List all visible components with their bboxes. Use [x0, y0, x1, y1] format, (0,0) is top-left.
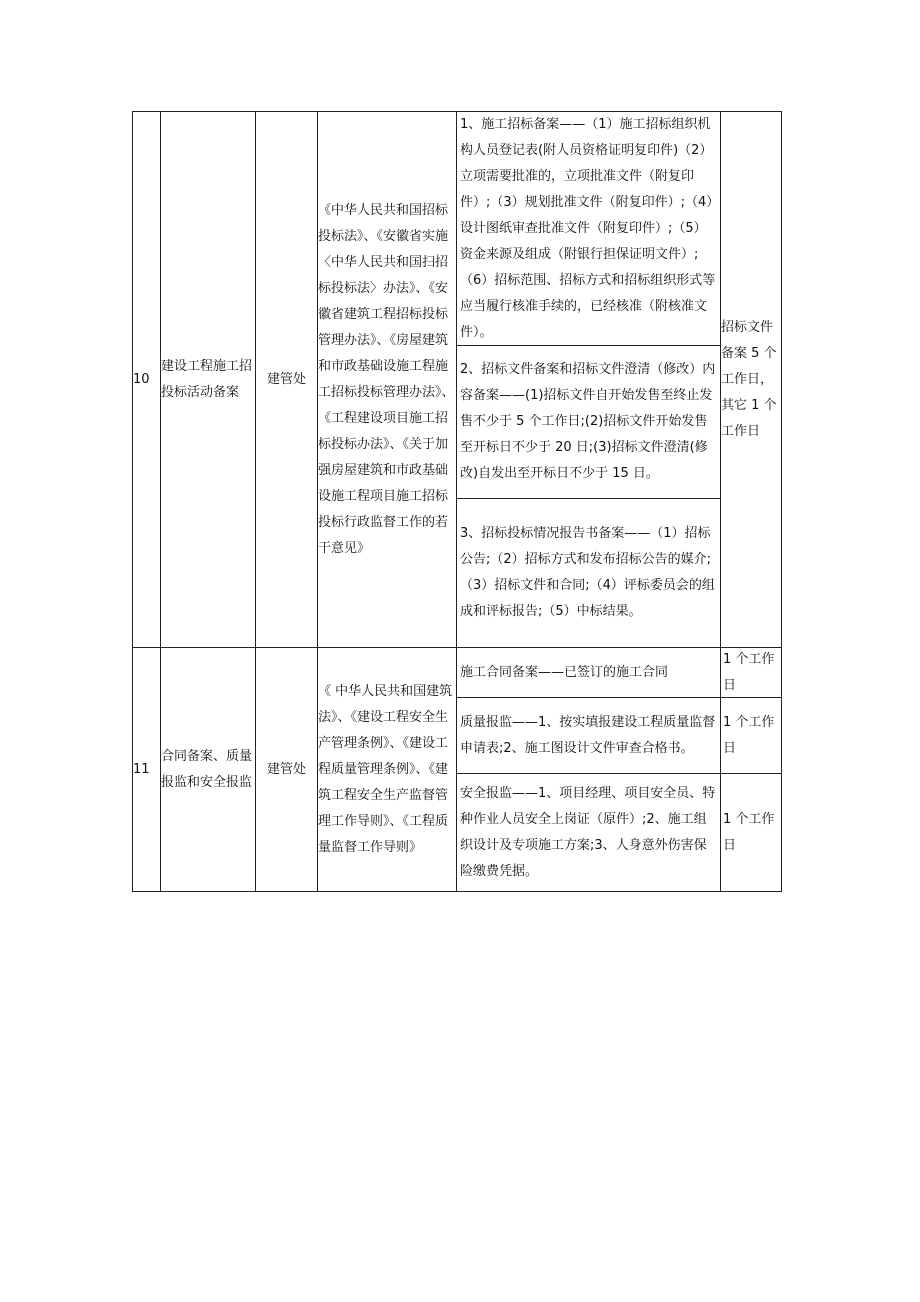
condition-item: 2、招标文件备案和招标文件澄清（修改）内容备案——(1)招标文件自开始发售至终止发售不少于 5 个工作日;(2)招标文件开始发售至开标日不少于 20 日;(3)招标文件澄清(修改)自发出至开标日不少于 15 日。	[457, 346, 720, 499]
department: 建管处	[256, 648, 318, 892]
processing-time: 1 个工作日	[721, 698, 781, 774]
department: 建管处	[256, 112, 318, 648]
condition-item: 安全报监——1、项目经理、项目安全员、特种作业人员安全上岗证（原件）;2、施工组织设计及专项施工方案;3、人身意外伤害保险缴费凭据。	[460, 785, 716, 879]
processing-time: 招标文件备案 5 个工作日，其它 1 个工作日	[721, 112, 782, 648]
item-name: 合同备案、质量报监和安全报监	[161, 648, 256, 892]
table-row	[133, 112, 782, 648]
condition-item: 1、施工招标备案——（1）施工招标组织机构人员登记表(附人员资格证明复印件)（2）立项需要批准的，立项批准文件（附复印件）;（3）规划批准文件（附复印件）;（4）设计图纸审查批准文件（附复印件）;（5）资金来源及组成（附银行担保证明文件）;（6）招标范围、招标方式和招标组织形式等应当履行核准手续的，已经核准（附核准文件）。	[457, 112, 720, 346]
processing-time: 1 个工作日	[723, 811, 775, 853]
condition-item: 3、招标投标情况报告书备案——（1）招标公告;（2）招标方式和发布招标公告的媒介;（3）招标文件和合同;（4）评标委员会的组成和评标报告;（5）中标结果。	[460, 526, 715, 619]
processing-time: 1 个工作日	[721, 648, 781, 698]
condition-item: 施工合同备案——已签订的施工合同	[457, 648, 720, 698]
row-number: 11	[133, 648, 161, 892]
legal-basis: 《中华人民共和国招标投标法》、《安徽省实施〈中华人民共和国扫招标投标法〉办法》、《安徽省建筑工程招标投标管理办法》、《房屋建筑和市政基础设施工程施工招标投标管理办法》、《工程建设项目施工招标投标办法》、《关于加强房屋建筑和市政基础设施工程项目施工招标投标行政监督工作的若干意见》	[318, 112, 457, 648]
approval-items-table	[132, 111, 782, 892]
processing-time-cell	[721, 648, 782, 892]
conditions-cell	[457, 648, 721, 892]
row-number: 10	[133, 112, 161, 648]
item-name: 建设工程施工招投标活动备案	[161, 112, 256, 648]
table-row	[133, 648, 782, 892]
condition-item: 质量报监——1、按实填报建设工程质量监督申请表;2、施工图设计文件审查合格书。	[457, 698, 720, 774]
conditions-cell	[457, 112, 721, 648]
legal-basis: 《 中华人民共和国建筑法》、《建设工程安全生产管理条例》、《建设工程质量管理条例》、《建筑工程安全生产监督管理工作导则》、《工程质量监督工作导则》	[318, 648, 457, 892]
